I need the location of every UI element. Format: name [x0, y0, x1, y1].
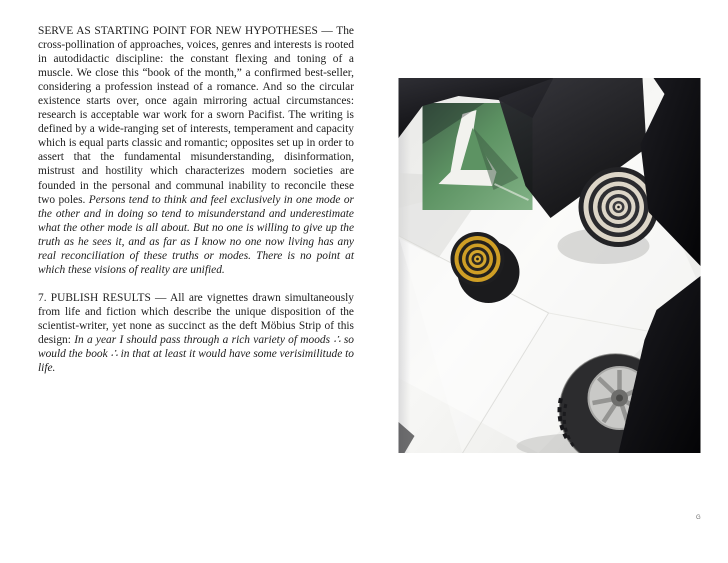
paragraph-2-text: 7. PUBLISH RESULTS — All are vignettes drawn simultaneously from life and fiction which describe the unique disposition of the scientist-writer, yet none as succinct as the deft Möbius Strip of this design:	[38, 291, 354, 346]
body-paragraph-2	[38, 291, 354, 375]
collage-photo-svg	[398, 78, 701, 453]
paragraph-1-italic-text: Persons tend to think and feel exclusively in one mode or the other and in doing so tend to misunderstand and underestimate what the other mode is all about. But no one is willing to give up the truth as he sees it, and as far as I know no one now living has any real reconciliation of these truths or modes. There is no point at which these visions of reality are unified.	[38, 193, 354, 276]
paragraph-1-text: SERVE AS STARTING POINT FOR NEW HYPOTHESES — The cross-pollination of approaches, voices, genres and interests is rooted in autodidactic discipline: the constant flexing and toning of a muscle. We close this “book of the month,” a confirmed best-seller, considering a profession instead of a romance. And so the circular existence starts over, once again mirroring actual circumstances: research is acceptable war work for a sworn Pacifist. The writing is defined by a wide-ranging set of interests, temperament and capacity which is equal parts classic and romantic; opposites set up in order to assert that the fundamental misunderstanding, disinformation, mistrust and hostility which characterizes modern societies are founded in the personal and communal inability to reconcile these two poles.	[38, 25, 354, 206]
collage-photo	[398, 78, 701, 453]
body-paragraph-1	[38, 24, 354, 277]
paragraph-2-italic-text: In a year I should pass through a rich variety of moods ∴ so would the book ∴ in that at least it would have some verisimilitude to life.	[38, 333, 354, 375]
left-page-text	[38, 24, 354, 375]
page-mark: G	[696, 515, 701, 521]
